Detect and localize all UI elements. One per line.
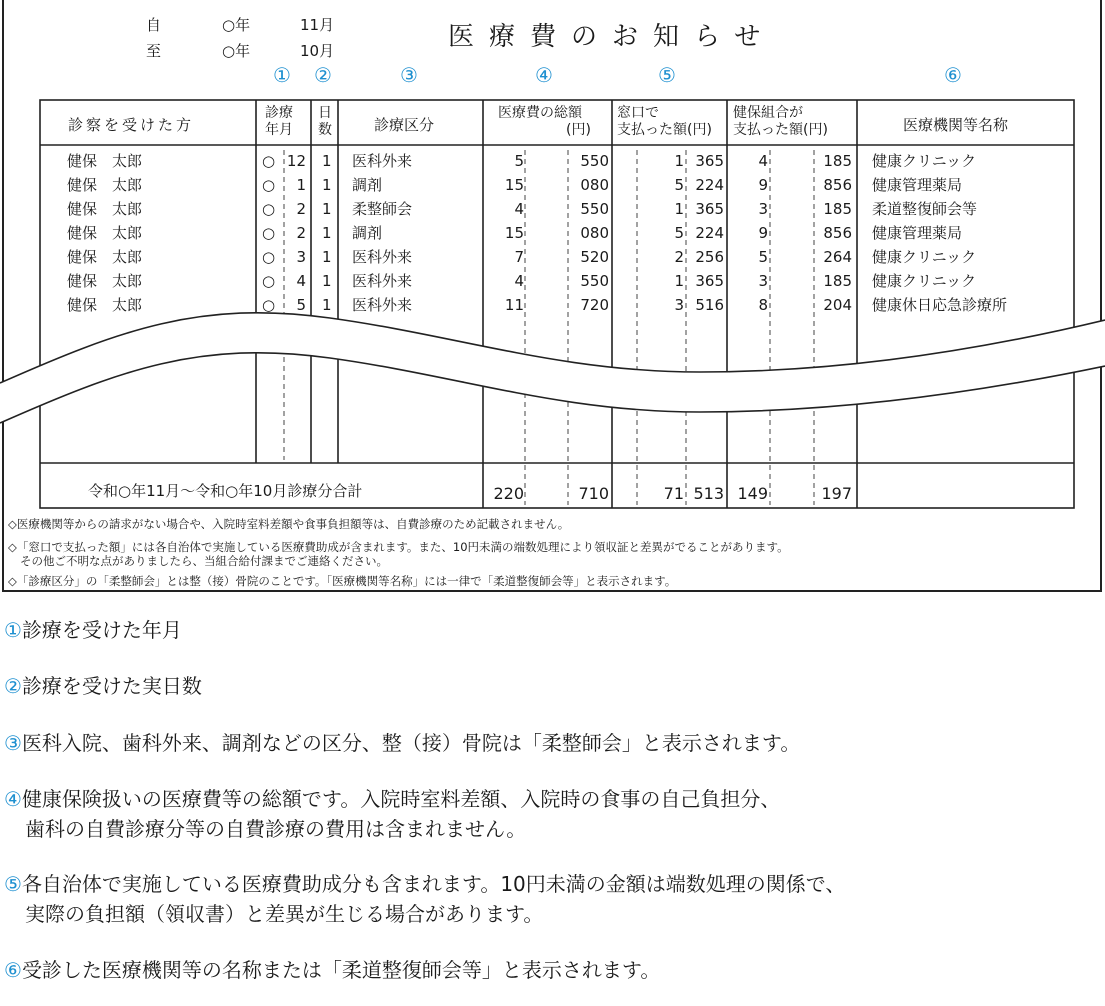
marker-6: ⑥: [944, 63, 962, 87]
era-mark: ○: [262, 248, 276, 266]
visit-days: 1: [322, 296, 332, 314]
visit-month: 3: [296, 248, 306, 266]
visit-days: 1: [322, 224, 332, 242]
patient-name: 健保 太郎: [67, 272, 143, 290]
total-units: 080: [580, 224, 609, 242]
union-thousands: 9: [758, 176, 768, 194]
totals-total-units: 710: [578, 484, 609, 503]
window-units: 365: [695, 272, 724, 290]
legend-item-5: [4, 868, 845, 897]
totals-window-units: 513: [693, 484, 724, 503]
legend-item-5-cont: 実際の負担額（領収書）と差異が生じる場合があります。: [25, 902, 544, 926]
window-thousands: 1: [674, 272, 684, 290]
legend-marker: ②: [4, 674, 22, 698]
marker-4: ④: [535, 63, 553, 87]
legend-text: 各自治体で実施している医療費助成分も含まれます。10円未満の金額は端数処理の関係で、: [21, 872, 846, 896]
period-from-month: 11月: [300, 16, 335, 34]
note-3: その他ご不明な点がありましたら、当組合給付課までご連絡ください。: [20, 554, 388, 568]
totals-window-thousands: 71: [663, 484, 684, 503]
legend-item-4-cont: 歯科の自費診療分等の自費診療の費用は含まれません。: [25, 817, 527, 841]
window-units: 365: [695, 152, 724, 170]
union-units: 204: [823, 296, 852, 314]
header-category: 診療区分: [374, 116, 435, 134]
union-thousands: 5: [758, 248, 768, 266]
period-from-label: 自: [146, 16, 162, 34]
legend-marker: ⑤: [4, 872, 22, 896]
visit-days: 1: [322, 272, 332, 290]
window-thousands: 5: [674, 224, 684, 242]
legend-text: 受診した医療機関等の名称または「柔道整復師会等」と表示されます。: [21, 958, 661, 982]
patient-name: 健保 太郎: [67, 176, 143, 194]
legend-marker: ⑥: [4, 958, 22, 982]
visit-days: 1: [322, 152, 332, 170]
union-units: 856: [823, 224, 852, 242]
legend-text: 診療を受けた年月: [21, 618, 182, 642]
legend-text: 医科入院、歯科外来、調剤などの区分、整（接）骨院は「柔整師会」と表示されます。: [21, 731, 801, 755]
visit-month: 1: [296, 176, 306, 194]
facility-name: 健康管理薬局: [872, 176, 963, 194]
union-thousands: 3: [758, 272, 768, 290]
facility-name: 健康休日応急診療所: [872, 296, 1008, 314]
totals-union-units: 197: [821, 484, 852, 503]
visit-category: 医科外来: [352, 152, 413, 170]
marker-1: ①: [273, 63, 291, 87]
era-mark: ○: [262, 272, 276, 290]
total-units: 720: [580, 296, 609, 314]
visit-days: 1: [322, 248, 332, 266]
total-units: 550: [580, 152, 609, 170]
visit-category: 医科外来: [352, 296, 413, 314]
union-thousands: 3: [758, 200, 768, 218]
notice-title: 医療費のお知らせ: [448, 22, 776, 52]
legend-text: 健康保険扱いの医療費等の総額です。入院時室料差額、入院時の食事の自己負担分、: [21, 787, 781, 811]
legend-text: 診療を受けた実日数: [21, 674, 202, 698]
total-thousands: 5: [514, 152, 524, 170]
header-union-2: 支払った額(円): [733, 122, 828, 138]
union-thousands: 4: [758, 152, 768, 170]
legend-item-1: [4, 614, 182, 643]
header-year-month-2: 年月: [265, 122, 293, 138]
visit-month: 2: [296, 224, 306, 242]
total-thousands: 11: [504, 296, 524, 314]
totals-total-thousands: 220: [493, 484, 524, 503]
header-window-2: 支払った額(円): [617, 122, 712, 138]
visit-month: 4: [296, 272, 306, 290]
window-units: 224: [695, 176, 724, 194]
window-units: 365: [695, 200, 724, 218]
union-units: 185: [823, 200, 852, 218]
window-thousands: 1: [674, 152, 684, 170]
total-units: 080: [580, 176, 609, 194]
facility-name: 健康クリニック: [872, 152, 977, 170]
header-facility: 医療機関等名称: [903, 116, 1009, 134]
union-units: 264: [823, 248, 852, 266]
total-units: 550: [580, 272, 609, 290]
facility-name: 柔道整復師会等: [872, 200, 978, 218]
legend-item-3: [4, 727, 800, 756]
visit-category: 調剤: [352, 176, 383, 194]
period-to-label: 至: [146, 42, 162, 60]
total-thousands: 4: [514, 200, 524, 218]
union-units: 185: [823, 152, 852, 170]
legend-marker: ①: [4, 618, 22, 642]
window-thousands: 3: [674, 296, 684, 314]
visit-category: 医科外来: [352, 272, 413, 290]
facility-name: 健康クリニック: [872, 272, 977, 290]
window-units: 516: [695, 296, 724, 314]
visit-month: 12: [286, 152, 306, 170]
union-thousands: 8: [758, 296, 768, 314]
visit-category: 柔整師会: [352, 200, 413, 218]
legend-item-4: [4, 783, 780, 812]
marker-5: ⑤: [658, 63, 676, 87]
patient-name: 健保 太郎: [67, 152, 143, 170]
header-union-1: 健保組合が: [733, 105, 803, 121]
note-1: ◇医療機関等からの請求がない場合や、入院時室料差額や食事負担額等は、自費診療のため記載されません。: [8, 517, 570, 531]
legend-marker: ④: [4, 787, 22, 811]
era-mark: ○: [262, 224, 276, 242]
patient-name: 健保 太郎: [67, 248, 143, 266]
note-4: ◇「診療区分」の「柔整師会」とは整（接）骨院のことです。「医療機関等名称」には一律で「柔道整復師会等」と表示されます。: [8, 574, 677, 588]
header-window-1: 窓口で: [617, 105, 659, 121]
header-days-1: 日: [318, 105, 332, 121]
header-total-1: 医療費の総額: [498, 105, 582, 121]
total-thousands: 15: [504, 176, 524, 194]
window-thousands: 1: [674, 200, 684, 218]
window-units: 256: [695, 248, 724, 266]
period-to-year: ○年: [222, 42, 251, 60]
legend-item-6: [4, 954, 660, 983]
patient-name: 健保 太郎: [67, 200, 143, 218]
visit-month: 5: [296, 296, 306, 314]
visit-month: 2: [296, 200, 306, 218]
visit-category: 医科外来: [352, 248, 413, 266]
total-thousands: 4: [514, 272, 524, 290]
patient-name: 健保 太郎: [67, 296, 143, 314]
era-mark: ○: [262, 152, 276, 170]
era-mark: ○: [262, 200, 276, 218]
total-units: 550: [580, 200, 609, 218]
facility-name: 健康クリニック: [872, 248, 977, 266]
header-total-2: (円): [566, 122, 591, 138]
window-units: 224: [695, 224, 724, 242]
legend-item-2: [4, 670, 202, 699]
visit-days: 1: [322, 176, 332, 194]
totals-union-thousands: 149: [737, 484, 768, 503]
total-thousands: 15: [504, 224, 524, 242]
union-thousands: 9: [758, 224, 768, 242]
header-year-month-1: 診療: [265, 105, 293, 121]
union-units: 856: [823, 176, 852, 194]
period-to-month: 10月: [300, 42, 335, 60]
note-2: ◇「窓口で支払った額」には各自治体で実施している医療費助成が含まれます。また、10円未満の端数処理により領収証と差異がでることがあります。: [8, 540, 789, 554]
window-thousands: 2: [674, 248, 684, 266]
union-units: 185: [823, 272, 852, 290]
visit-days: 1: [322, 200, 332, 218]
legend-marker: ③: [4, 731, 22, 755]
period-from-year: ○年: [222, 16, 251, 34]
era-mark: ○: [262, 176, 276, 194]
window-thousands: 5: [674, 176, 684, 194]
totals-label: 令和○年11月～令和○年10月診療分合計: [88, 482, 363, 500]
marker-3: ③: [400, 63, 418, 87]
patient-name: 健保 太郎: [67, 224, 143, 242]
header-patient: 診察を受けた方: [68, 116, 195, 134]
marker-2: ②: [314, 63, 332, 87]
total-thousands: 7: [514, 248, 524, 266]
era-mark: ○: [262, 296, 276, 314]
facility-name: 健康管理薬局: [872, 224, 963, 242]
header-days-2: 数: [318, 122, 332, 138]
total-units: 520: [580, 248, 609, 266]
visit-category: 調剤: [352, 224, 383, 242]
